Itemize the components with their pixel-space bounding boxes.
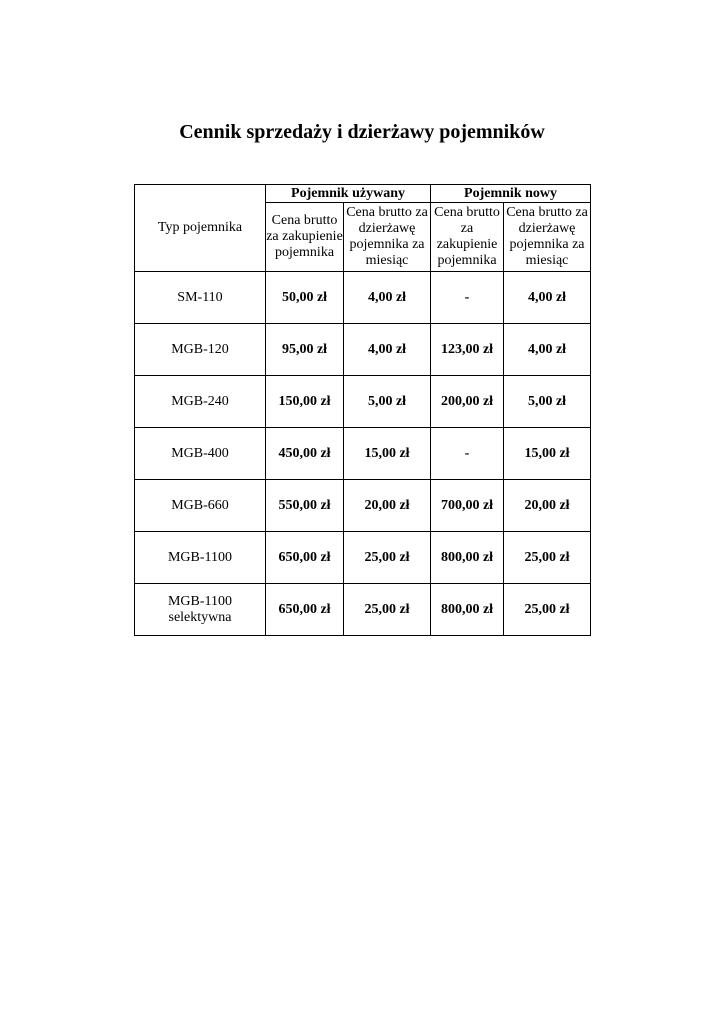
table-row (135, 584, 591, 636)
new-buy-price: - (431, 428, 504, 480)
container-type: MGB-660 (135, 480, 266, 532)
table-row (135, 480, 591, 532)
used-rent-price: 4,00 zł (344, 324, 431, 376)
page-title: Cennik sprzedaży i dzierżawy pojemników (179, 121, 545, 143)
used-buy-price: 650,00 zł (266, 532, 344, 584)
container-type (135, 584, 266, 636)
used-rent-price: 15,00 zł (344, 428, 431, 480)
new-rent-price: 4,00 zł (504, 324, 591, 376)
group-header-used: Pojemnik używany (266, 185, 431, 203)
container-type: MGB-120 (135, 324, 266, 376)
table-row (135, 324, 591, 376)
used-rent-price: 20,00 zł (344, 480, 431, 532)
new-rent-price: 25,00 zł (504, 584, 591, 636)
header-row-groups (135, 185, 591, 203)
container-type: SM-110 (135, 272, 266, 324)
used-buy-price: 650,00 zł (266, 584, 344, 636)
new-buy-price: 123,00 zł (431, 324, 504, 376)
new-buy-price: 200,00 zł (431, 376, 504, 428)
table-row (135, 428, 591, 480)
used-buy-price: 150,00 zł (266, 376, 344, 428)
used-rent-price: 25,00 zł (344, 532, 431, 584)
used-rent-price: 25,00 zł (344, 584, 431, 636)
used-buy-price: 450,00 zł (266, 428, 344, 480)
container-type: MGB-1100 (135, 532, 266, 584)
group-header-new: Pojemnik nowy (431, 185, 591, 203)
column-header-new-buy: Cena brutto za zakupienie pojemnika (431, 203, 504, 272)
type-column-header: Typ pojemnika (135, 185, 266, 272)
used-buy-price: 550,00 zł (266, 480, 344, 532)
price-table (134, 184, 591, 636)
used-rent-price: 4,00 zł (344, 272, 431, 324)
new-buy-price: 800,00 zł (431, 584, 504, 636)
table-row (135, 272, 591, 324)
new-rent-price: 4,00 zł (504, 272, 591, 324)
column-header-new-rent: Cena brutto za dzierżawę pojemnika za miesiąc (504, 203, 591, 272)
used-buy-price: 95,00 zł (266, 324, 344, 376)
new-rent-price: 5,00 zł (504, 376, 591, 428)
container-type: MGB-400 (135, 428, 266, 480)
new-rent-price: 25,00 zł (504, 532, 591, 584)
table-row (135, 376, 591, 428)
used-buy-price: 50,00 zł (266, 272, 344, 324)
used-rent-price: 5,00 zł (344, 376, 431, 428)
new-rent-price: 15,00 zł (504, 428, 591, 480)
container-type-label: MGB-1100 selektywna (167, 593, 233, 625)
container-type: MGB-240 (135, 376, 266, 428)
column-header-used-buy: Cena brutto za zakupienie pojemnika (266, 203, 344, 272)
table-row (135, 532, 591, 584)
column-header-used-rent: Cena brutto za dzierżawę pojemnika za miesiąc (344, 203, 431, 272)
new-buy-price: 800,00 zł (431, 532, 504, 584)
new-buy-price: - (431, 272, 504, 324)
new-rent-price: 20,00 zł (504, 480, 591, 532)
new-buy-price: 700,00 zł (431, 480, 504, 532)
